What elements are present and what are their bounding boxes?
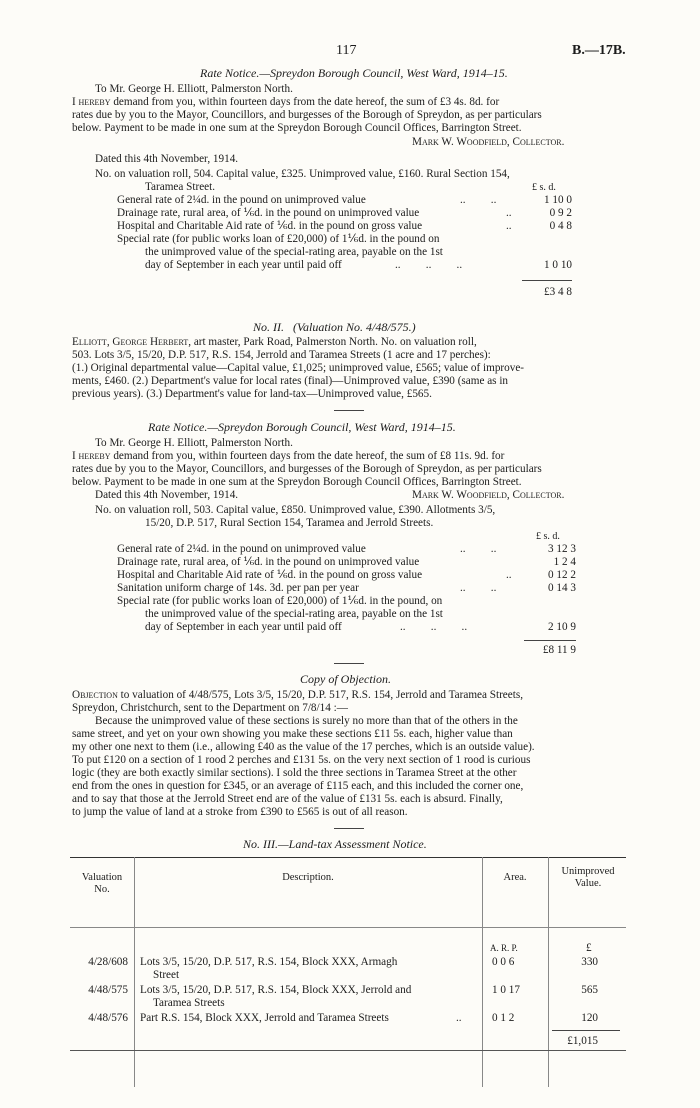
- section-divider: [334, 663, 364, 664]
- notice2-item-label: Hospital and Charitable Aid rate of ⅙d. in the pound on gross value: [117, 569, 423, 581]
- notice1-demand-line3: below. Payment to be made in one sum at the Spreydon Borough Council Offices, Barrington Street.: [72, 122, 522, 134]
- col-header-valuation: Valuation No.: [81, 872, 123, 895]
- objection-para-line: same street, and yet on your own showing you make these sections £11 5s. each, higher value than: [72, 728, 513, 740]
- section-divider: [334, 410, 364, 411]
- table-cell-description: Part R.S. 154, Block XXX, Jerrold and Taramea Streets: [140, 1012, 389, 1024]
- notice2-item-amount: 1 2 4: [553, 556, 576, 568]
- table-cell-value: 565: [581, 984, 598, 996]
- notice2-valuation-line1: No. on valuation roll, 503. Capital value, £850. Unimproved value, £390. Allotments 3/5,: [95, 504, 496, 516]
- notice1-valuation-line1: No. on valuation roll, 504. Capital value, £325. Unimproved value, £160. Rural Section 154,: [95, 168, 510, 180]
- col-header-value: Unimproved Value.: [561, 866, 615, 889]
- notice2-item-amount: 0 12 2: [548, 569, 576, 581]
- table-top-rule: [70, 857, 626, 858]
- leader-dots: .. ..: [460, 194, 497, 206]
- notice1-valuation-line2: Taramea Street.: [145, 181, 216, 193]
- notice1-money-head: £ s. d.: [532, 182, 556, 193]
- table-total: £1,015: [567, 1035, 598, 1047]
- notice1-item-label: Drainage rate, rural area, of ⅙d. in the pound on unimproved value: [117, 207, 420, 219]
- section2-line1: Elliott, George Herbert, art master, Park Road, Palmerston North. No. on valuation roll,: [72, 336, 477, 348]
- notice1-item-label: Special rate (for public works loan of £20,000) of 1⅙d. in the pound on: [117, 233, 440, 245]
- objection-title: Copy of Objection.: [300, 672, 391, 686]
- notice2-demand-line3: below. Payment to be made in one sum at the Spreydon Borough Council Offices, Barrington Street.: [72, 476, 522, 488]
- notice1-item-amount: 1 0 10: [544, 259, 572, 271]
- notice1-item-label: day of September in each year until paid off: [145, 259, 342, 271]
- leader-dots: ..: [506, 569, 512, 581]
- notice2-demand-line1: I hereby demand from you, within fourteen days from the date hereof, the sum of £8 11s. 9d. for: [72, 450, 505, 462]
- table-cell-value: 120: [581, 1012, 598, 1024]
- section2-line4: ments, £460. (2.) Department's value for local rates (final)—Unimproved value, £390 (same as in: [72, 375, 509, 387]
- table-column-rule: [548, 857, 549, 1087]
- objection-para-line: To put £120 on a section of 1 rood 2 perches and £131 5s. on the very next section of 1 rood is curious: [72, 754, 531, 766]
- table-column-rule: [134, 857, 135, 1087]
- section2-line2: 503. Lots 3/5, 15/20, D.P. 517, R.S. 154, Jerrold and Taramea Streets (1 acre and 17 perches):: [72, 349, 491, 361]
- notice1-dated: Dated this 4th November, 1914.: [95, 153, 239, 165]
- leader-dots: .. ..: [460, 543, 497, 555]
- table-cell-area: 0 1 2: [492, 1012, 515, 1024]
- table-total-rule: [552, 1030, 620, 1031]
- objection-para-line: my other one next to them (i.e., allowing £40 as the value of the 17 perches, which is an outside value).: [72, 741, 535, 753]
- notice2-addressee: To Mr. George H. Elliott, Palmerston North.: [95, 437, 293, 449]
- table-cell-description-cont: Street: [153, 969, 180, 981]
- notice1-demand-line2: rates due by you to the Mayor, Councillors, and burgesses of the Borough of Spreydon, as per particulars: [72, 109, 542, 121]
- value-unit: £: [586, 942, 592, 954]
- objection-line1: Objection to valuation of 4/48/575, Lots 3/5, 15/20, D.P. 517, R.S. 154, Jerrold and Taramea Streets,: [72, 689, 523, 701]
- notice1-item-label: General rate of 2¼d. in the pound on unimproved value: [117, 194, 366, 206]
- notice2-item-label: Sanitation uniform charge of 14s. 3d. per pan per year: [117, 582, 359, 594]
- leader-dots: .. ..: [460, 582, 497, 594]
- total-rule: [524, 640, 576, 641]
- leader-dots: ..: [506, 220, 512, 232]
- notice1-item-amount: 0 4 8: [549, 220, 572, 232]
- paper-reference: B.—17B.: [572, 43, 626, 58]
- notice2-signature: Mark W. Woodfield, Collector.: [412, 489, 565, 501]
- table-cell-description: Lots 3/5, 15/20, D.P. 517, R.S. 154, Block XXX, Jerrold and: [140, 984, 412, 996]
- notice1-item-label: Hospital and Charitable Aid rate of ⅙d. in the pound on gross value: [117, 220, 423, 232]
- table-cell-value: 330: [581, 956, 598, 968]
- notice1-signature: Mark W. Woodfield, Collector.: [412, 136, 565, 148]
- notice2-valuation-line2: 15/20, D.P. 517, Rural Section 154, Taramea and Jerrold Streets.: [145, 517, 434, 529]
- section2-heading: No. II. (Valuation No. 4/48/575.): [253, 320, 416, 334]
- landtax-title: No. III.—Land-tax Assessment Notice.: [243, 837, 427, 851]
- notice2-total: £8 11 9: [542, 644, 576, 656]
- notice2-item-label: day of September in each year until paid off: [145, 621, 342, 633]
- table-column-rule: [482, 857, 483, 1087]
- table-cell-description-cont: Taramea Streets: [153, 997, 225, 1009]
- notice2-item-amount: 2 10 9: [548, 621, 576, 633]
- table-bottom-rule: [70, 1050, 626, 1051]
- page-number: 117: [336, 43, 357, 58]
- notice1-addressee: To Mr. George H. Elliott, Palmerston North.: [95, 83, 293, 95]
- notice2-dated: Dated this 4th November, 1914.: [95, 489, 239, 501]
- objection-para-line: end from the ones in question for £345, or an average of £115 each, and this included the corner one,: [72, 780, 524, 792]
- objection-para-line: logic (they are both exactly similar sections). I sold the three sections in Taramea Street at the other: [72, 767, 517, 779]
- notice1-item-label: the unimproved value of the special-rating area, payable on the 1st: [145, 246, 443, 258]
- section2-line5: previous years). (3.) Department's value for land-tax—Unimproved value, £565.: [72, 388, 432, 400]
- table-cell-area: 0 0 6: [492, 956, 515, 968]
- notice2-item-label: Drainage rate, rural area, of ⅙d. in the pound on unimproved value: [117, 556, 420, 568]
- notice1-demand-line1: I hereby demand from you, within fourteen days from the date hereof, the sum of £3 4s. 8d. for: [72, 96, 500, 108]
- notice2-demand-line2: rates due by you to the Mayor, Councillors, and burgesses of the Borough of Spreydon, as per particulars: [72, 463, 542, 475]
- objection-para-line: Because the unimproved value of these sections is surely no more than that of the others in the: [95, 715, 518, 727]
- notice1-item-amount: 0 9 2: [549, 207, 572, 219]
- objection-line2: Spreydon, Christchurch, sent to the Department on 7/8/14 :—: [72, 702, 348, 714]
- notice2-item-label: Special rate (for public works loan of £20,000) of 1⅙d. in the pound, on: [117, 595, 443, 607]
- notice1-item-amount: 1 10 0: [544, 194, 572, 206]
- table-header-rule: [70, 927, 626, 928]
- notice2-item-label: General rate of 2¼d. in the pound on unimproved value: [117, 543, 366, 555]
- section-divider: [334, 828, 364, 829]
- total-rule: [522, 280, 572, 281]
- notice2-title: Rate Notice.—Spreydon Borough Council, West Ward, 1914–15.: [148, 420, 456, 434]
- table-cell-valuation: 4/28/608: [88, 956, 128, 968]
- notice2-item-amount: 3 12 3: [548, 543, 576, 555]
- table-cell-description: Lots 3/5, 15/20, D.P. 517, R.S. 154, Block XXX, Armagh: [140, 956, 398, 968]
- notice1-total: £3 4 8: [544, 286, 572, 298]
- notice2-item-amount: 0 14 3: [548, 582, 576, 594]
- col-header-area: Area.: [503, 872, 527, 883]
- table-cell-valuation: 4/48/575: [88, 984, 128, 996]
- objection-para-line: and to say that those at the Jerrold Street end are of the value of £131 5s. each is absurd. Finally,: [72, 793, 503, 805]
- col-header-description: Description.: [282, 872, 334, 883]
- leader-dots: .. .. ..: [395, 259, 463, 271]
- section2-line3: (1.) Original departmental value—Capital value, £1,025; unimproved value, £565; value of improve-: [72, 362, 525, 374]
- objection-para-line: to jump the value of land at a stroke from £390 to £565 is out of all reason.: [72, 806, 408, 818]
- leader-dots: .. .. ..: [400, 621, 468, 633]
- notice2-money-head: £ s. d.: [536, 531, 560, 542]
- table-cell-area: 1 0 17: [492, 984, 520, 996]
- notice1-title: Rate Notice.—Spreydon Borough Council, West Ward, 1914–15.: [200, 66, 508, 80]
- leader-dots: ..: [456, 1012, 462, 1024]
- leader-dots: ..: [506, 207, 512, 219]
- table-cell-valuation: 4/48/576: [88, 1012, 128, 1024]
- notice2-item-label: the unimproved value of the special-rating area, payable on the 1st: [145, 608, 443, 620]
- area-units: A. R. P.: [490, 943, 518, 953]
